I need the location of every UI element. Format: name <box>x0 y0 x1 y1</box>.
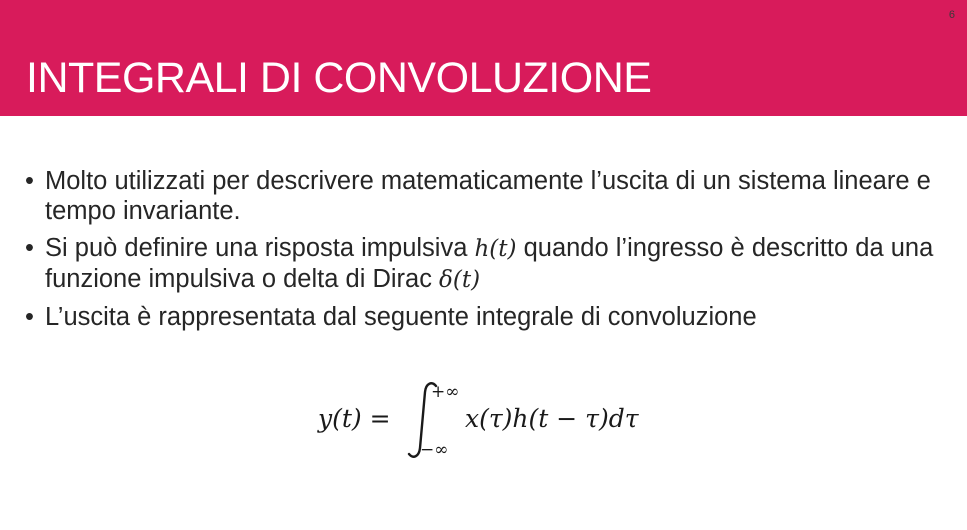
page-number: 6 <box>948 9 955 21</box>
slide-title: INTEGRALI DI CONVOLUZIONE <box>26 54 652 102</box>
bullet-item <box>22 233 952 295</box>
equation-lhs: y(t) = <box>318 404 391 433</box>
bullet-marker: • <box>25 303 34 331</box>
bullet-text: Molto utilizzati per descrivere matematicamente l’uscita di un sistema lineare e tempo invariante. <box>45 167 931 225</box>
integrand: x(τ)h(t − τ)dτ <box>465 404 639 433</box>
bullet-text: Si può definire una risposta impulsiva <box>45 234 475 262</box>
lower-limit: −∞ <box>420 440 449 460</box>
impulse-response-symbol: h(t) <box>474 236 517 262</box>
bullet-marker: • <box>25 234 34 262</box>
convolution-equation <box>318 380 678 460</box>
bullet-marker: • <box>25 167 34 195</box>
upper-limit: +∞ <box>431 382 460 402</box>
bullet-item <box>22 302 952 332</box>
bullet-item <box>22 166 952 226</box>
bullet-list <box>22 166 952 339</box>
bullet-text-continued: quando l’ingresso è descritto da una funzione impulsiva o delta di Dirac <box>45 234 934 293</box>
dirac-delta-symbol: δ(t) <box>439 267 481 293</box>
bullet-text: L’uscita è rappresentata dal seguente integrale di convoluzione <box>45 303 757 331</box>
